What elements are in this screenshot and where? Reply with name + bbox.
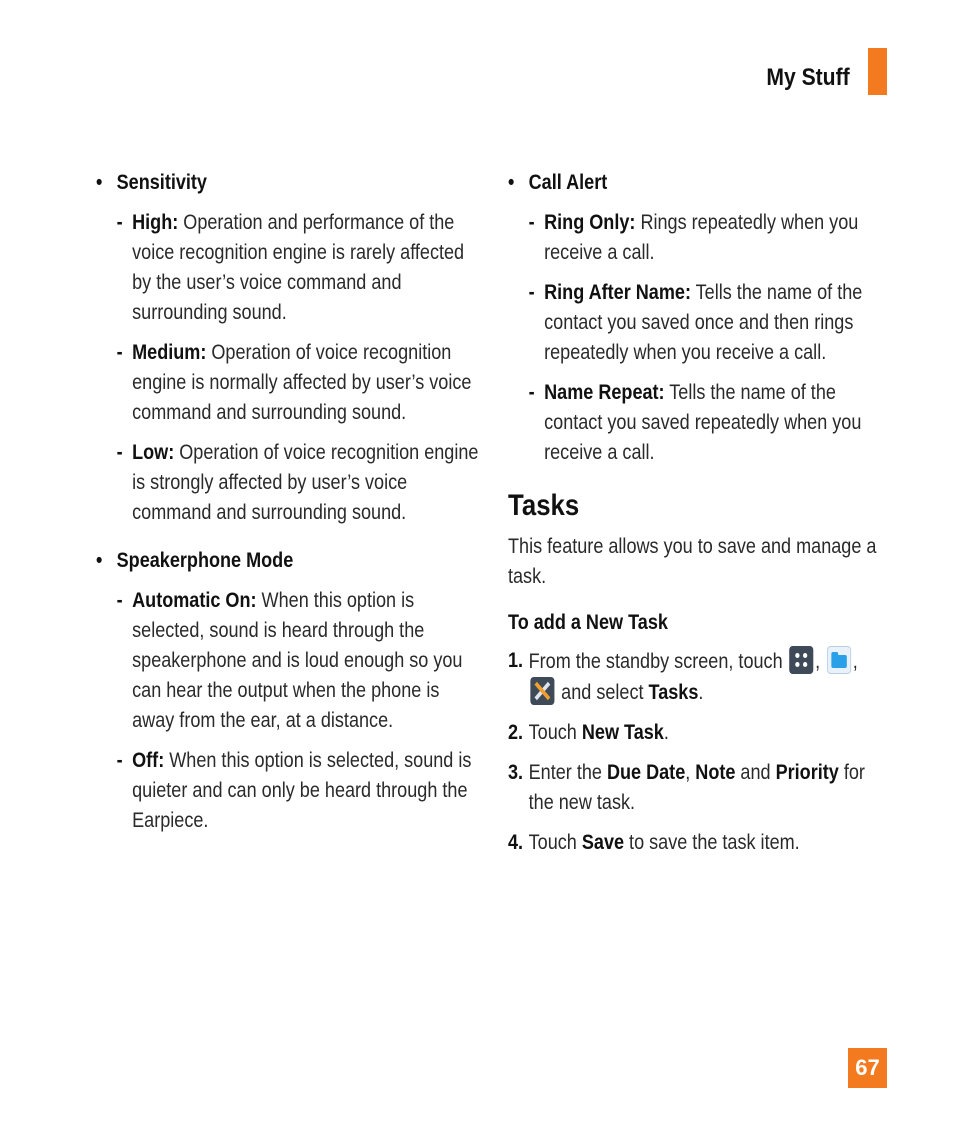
list-item: - Medium: Operation of voice recognition engine is normally affected by user’s voice command and surrounding sound. xyxy=(116,341,472,424)
list-item: - High: Operation and performance of the voice recognition engine is rarely affected by the user’s voice command and surrounding sound. xyxy=(116,211,465,324)
sensitivity-section xyxy=(96,168,480,528)
folder-icon xyxy=(827,646,851,674)
tasks-intro: This feature allows you to save and manage a task. xyxy=(508,535,877,588)
list-item: - Name Repeat: Tells the name of the contact you saved repeatedly when you receive a call. xyxy=(528,381,862,464)
step-2: 2. Touch New Task. xyxy=(508,721,669,744)
page-number: 67 xyxy=(848,1048,887,1088)
step-1: 1. From the standby screen, touch , , and select Tasks. xyxy=(508,646,892,708)
list-item: - Automatic On: When this option is selected, sound is heard through the speakerphone and is loud enough so you can hear the output when the phone is away from the ear, at a distance. xyxy=(116,589,463,732)
list-item: - Low: Operation of voice recognition engine is strongly affected by user’s voice command and surrounding sound. xyxy=(116,441,479,524)
step-4: 4. Touch Save to save the task item. xyxy=(508,831,800,854)
left-column xyxy=(96,168,481,854)
speakerphone-section xyxy=(96,546,480,836)
step-3: 3. Enter the Due Date, Note and Priority for the new task. xyxy=(508,761,865,814)
tasks-section xyxy=(508,486,892,858)
list-item: - Ring After Name: Tells the name of the contact you saved once and then rings repeatedly when you receive a call. xyxy=(528,281,863,364)
bullet-icon: • xyxy=(508,171,515,194)
bullet-icon: • xyxy=(96,549,103,572)
add-task-subheading: To add a New Task xyxy=(508,611,668,634)
tasks-heading: Tasks xyxy=(508,489,580,522)
right-column xyxy=(508,168,893,868)
list-item: - Ring Only: Rings repeatedly when you receive a call. xyxy=(528,211,859,264)
bullet-heading: • Sensitivity xyxy=(96,168,480,198)
header-accent-bar xyxy=(868,48,887,95)
section-title-my-stuff: My Stuff xyxy=(766,64,850,91)
apps-grid-icon xyxy=(789,646,813,674)
bullet-icon: • xyxy=(96,171,103,194)
bullet-heading: • Call Alert xyxy=(508,168,892,198)
list-item: - Off: When this option is selected, sound is quieter and can only be heard through the Earpiece. xyxy=(116,749,472,832)
tools-icon xyxy=(530,677,554,705)
bullet-heading: • Speakerphone Mode xyxy=(96,546,480,576)
call-alert-section xyxy=(508,168,892,468)
